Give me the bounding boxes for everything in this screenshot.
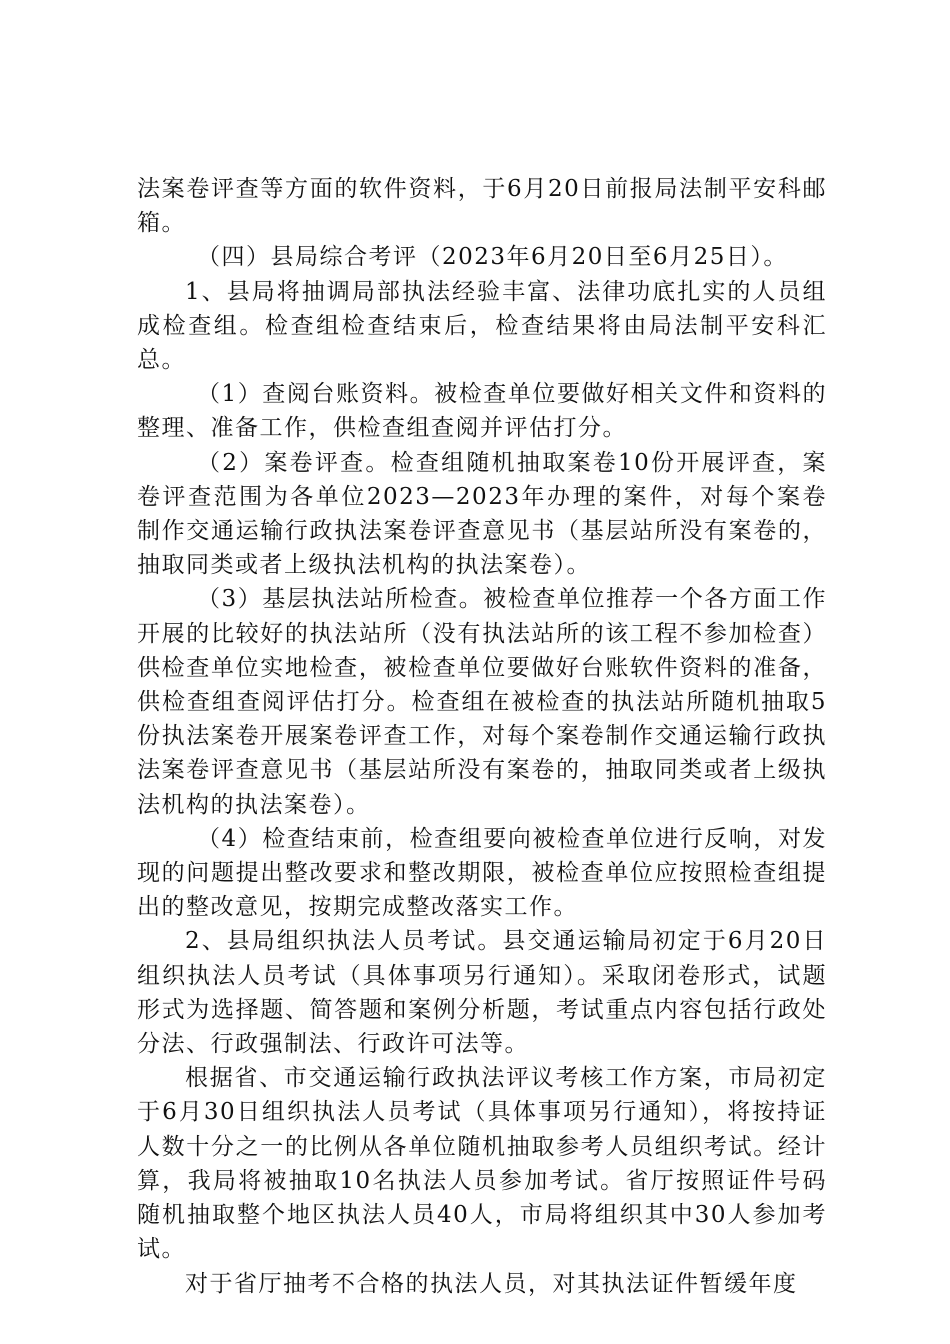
paragraph-case-file-review: （2）案卷评查。检查组随机抽取案卷10份开展评查，案卷评查范围为各单位2023—2023年办理的案件，对每个案卷制作交通运输行政执法案卷评查意见书（基层站所没有案卷的，抽取同类或者上级执法机构的执法案卷）。 [137,449,827,579]
paragraph-feedback: （4）检查结束前，检查组要向被检查单位进行反响，对发现的问题提出整改要求和整改期限，被检查单位应按照检查组提出的整改意见，按期完成整改落实工作。 [137,825,827,921]
paragraph-section-four-heading: （四）县局综合考评（2023年6月20日至6月25日）。 [197,244,788,271]
paragraph-failed-personnel: 对于省厅抽考不合格的执法人员，对其执法证件暂缓年度 [185,1270,798,1297]
document-body [137,172,827,1301]
paragraph-county-exam: 2、县局组织执法人员考试。县交通运输局初定于6月20日组织执法人员考试（具体事项另行通知）。采取闭卷形式，试题形式为选择题、简答题和案例分析题，考试重点内容包括行政处分法、行政强制法、行政许可法等。 [137,928,827,1058]
paragraph-inspection-team: 1、县局将抽调局部执法经验丰富、法律功底扎实的人员组成检查组。检查组检查结束后，检查结果将由局法制平安科汇总。 [137,278,827,374]
paragraph-software-materials: 法案卷评查等方面的软件资料，于6月20日前报局法制平安科邮箱。 [137,176,827,237]
paragraph-ledger-review: （1）查阅台账资料。被检查单位要做好相关文件和资料的整理、准备工作，供检查组查阅并评估打分。 [137,381,827,442]
paragraph-city-exam: 根据省、市交通运输行政执法评议考核工作方案，市局初定于6月30日组织执法人员考试（具体事项另行通知），将按持证人数十分之一的比例从各单位随机抽取参考人员组织考试。经计算，我局将被抽取10名执法人员参加考试。省厅按照证件号码随机抽取整个地区执法人员40人，市局将组织其中30人参加考试。 [137,1065,827,1263]
paragraph-station-inspection: （3）基层执法站所检查。被检查单位推荐一个各方面工作开展的比较好的执法站所（没有执法站所的该工程不参加检查）供检查单位实地检查，被检查单位要做好台账软件资料的准备，供检查组查阅评估打分。检查组在被检查的执法站所随机抽取5份执法案卷开展案卷评查工作，对每个案卷制作交通运输行政执法案卷评查意见书（基层站所没有案卷的，抽取同类或者上级执法机构的执法案卷）。 [137,586,827,818]
